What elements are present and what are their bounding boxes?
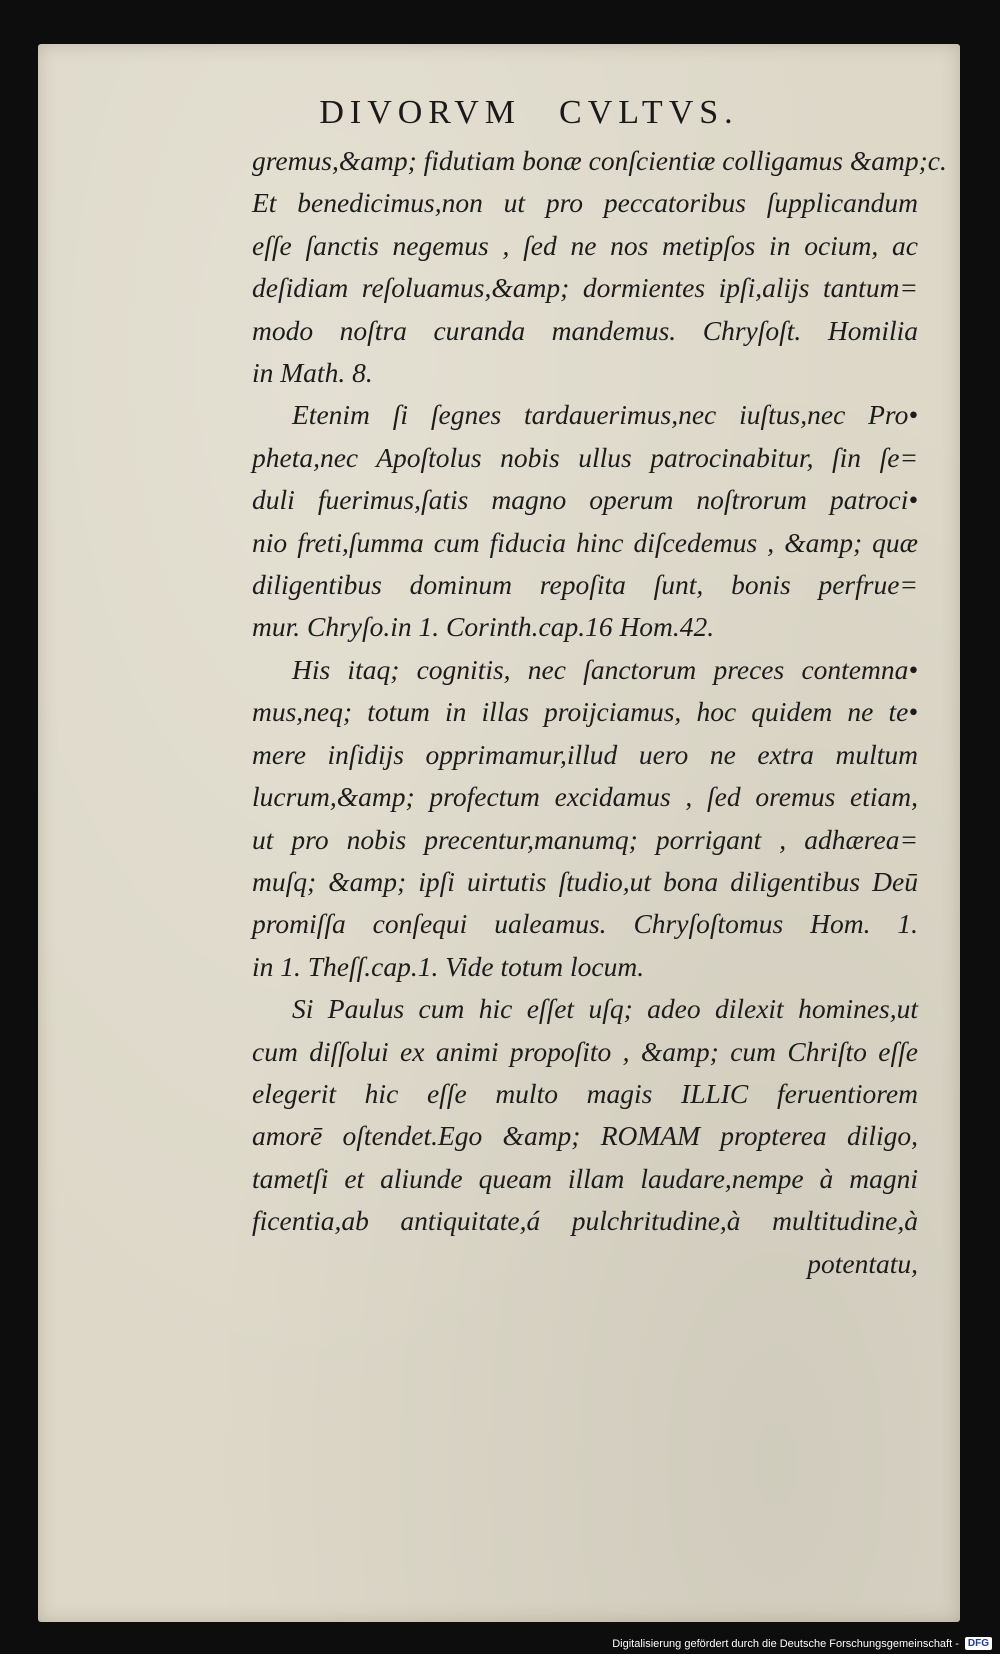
text-line: pheta,nec Apoſtolus nobis ullus patrocinabitur, ſin ſe= <box>252 441 918 473</box>
dfg-logo-icon: DFG <box>965 1637 992 1650</box>
credit-text: Digitalisierung gefördert durch die Deutsche Forschungsgemeinschaft - <box>612 1637 959 1650</box>
text-line: mere inſidijs opprimamur,illud uero ne extra multum <box>252 738 918 770</box>
text-line: Et benedicimus,non ut pro peccatoribus ſupplicandum <box>252 187 918 219</box>
text-line: in 1. Theſſ.cap.1. Vide totum locum. <box>252 950 645 982</box>
catchword: potentatu, <box>807 1247 918 1279</box>
text-line: His itaq; cognitis, nec ſanctorum preces contemna• <box>292 653 918 685</box>
text-line: eſſe ſanctis negemus , ſed ne nos metipſos in ocium, ac <box>252 229 918 261</box>
running-head-word-1: DIVORVM <box>319 94 522 131</box>
text-line: promiſſa conſequi ualeamus. Chryſoſtomus Hom. 1. <box>252 908 918 940</box>
text-line: tametſi et aliunde queam illam laudare,nempe à magni <box>252 1162 918 1194</box>
text-line: in Math. 8. <box>252 357 373 389</box>
text-line: ut pro nobis precentur,manumq; porrigant , adhærea= <box>252 823 918 855</box>
text-line: gremus,&amp; fidutiam bonæ conſcientiæ colligamus &amp;c. <box>252 145 947 176</box>
running-head-word-2: CVLTVS. <box>559 94 739 131</box>
text-line: lucrum,&amp; profectum excidamus , ſed oremus etiam, <box>252 781 918 813</box>
book-page <box>38 44 960 1622</box>
text-line: modo noſtra curanda mandemus. Chryſoſt. Homilia <box>252 314 918 346</box>
text-line: Si Paulus cum hic eſſet uſq; adeo dilexit homines,ut <box>292 993 918 1025</box>
text-line: Etenim ſi ſegnes tardauerimus,nec iuſtus,nec Pro• <box>292 399 918 431</box>
text-line: cum diſſolui ex animi propoſito , &amp; cum Chriſto eſſe <box>252 1035 918 1067</box>
text-line: mur. Chryſo.in 1. Corinth.cap.16 Hom.42. <box>252 611 715 643</box>
text-line: muſq; &amp; ipſi uirtutis ſtudio,ut bona diligentibus Deū <box>252 865 918 897</box>
text-line: ficentia,ab antiquitate,á pulchritudine,à multitudine,à <box>252 1205 918 1237</box>
text-line: deſidiam reſoluamus,&amp; dormientes ipſi,alijs tantum= <box>252 272 918 304</box>
digitization-credit <box>612 1637 992 1650</box>
text-line: duli fuerimus,ſatis magno operum noſtrorum patroci• <box>252 484 918 516</box>
running-head <box>38 94 960 132</box>
text-line: amorē oſtendet.Ego &amp; ROMAM propterea diligo, <box>252 1120 918 1152</box>
body-text <box>252 140 947 1285</box>
text-line: diligentibus dominum repoſita ſunt, bonis perfrue= <box>252 569 918 601</box>
text-line: elegerit hic eſſe multo magis ILLIC feruentiorem <box>252 1077 918 1109</box>
text-line: nio freti,ſumma cum fiducia hinc diſcedemus , &amp; quæ <box>252 526 918 558</box>
text-line: mus,neq; totum in illas proijciamus, hoc quidem ne te• <box>252 696 918 728</box>
